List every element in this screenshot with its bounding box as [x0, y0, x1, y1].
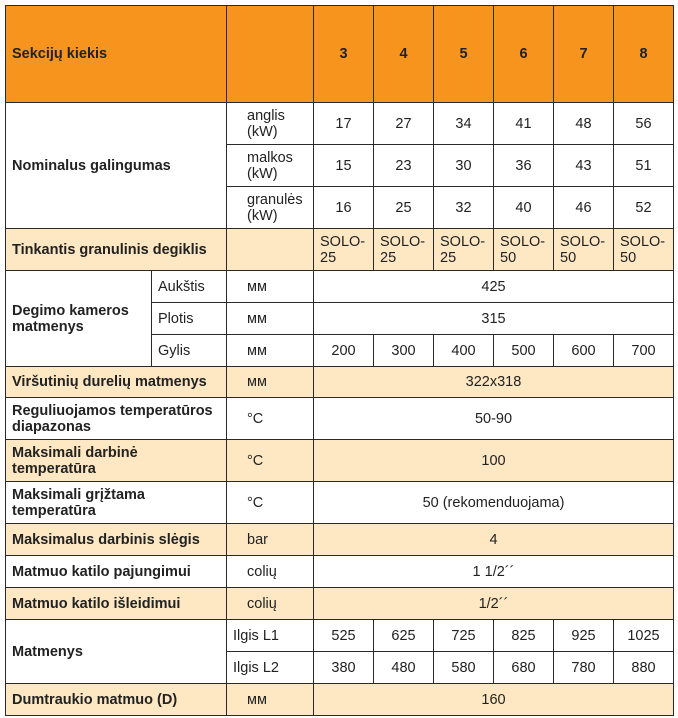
- dimensions-l1-row: [6, 620, 674, 652]
- row-label: Viršutinių durelių matmenys: [6, 367, 227, 398]
- section-count-5: 5: [434, 6, 494, 103]
- unit-cell: °C: [227, 482, 314, 524]
- value-cell: SOLO-25: [434, 229, 494, 271]
- value-cell: 400: [434, 335, 494, 367]
- value-cell: 40: [494, 187, 554, 229]
- value-cell: 27: [374, 103, 434, 145]
- nominal-row-coal: [6, 103, 674, 145]
- section-count-6: 6: [494, 6, 554, 103]
- value-cell: 380: [314, 652, 374, 684]
- boiler-spec-table: [5, 5, 674, 716]
- fuel-label: malkos (kW): [227, 145, 314, 187]
- unit-cell: мм: [227, 303, 314, 335]
- value-cell: 200: [314, 335, 374, 367]
- door-row: [6, 367, 674, 398]
- connect-row: [6, 556, 674, 588]
- value-cell: 50 (rekomenduojama): [314, 482, 674, 524]
- value-cell: 625: [374, 620, 434, 652]
- value-cell: 680: [494, 652, 554, 684]
- row-label: Matmuo katilo išleidimui: [6, 588, 227, 620]
- value-cell: 4: [314, 524, 674, 556]
- burner-label: Tinkantis granulinis degiklis: [6, 229, 227, 271]
- value-cell: 17: [314, 103, 374, 145]
- chimney-row: [6, 684, 674, 716]
- value-cell: 50-90: [314, 398, 674, 440]
- max-temp-row: [6, 440, 674, 482]
- value-cell: 500: [494, 335, 554, 367]
- value-cell: 15: [314, 145, 374, 187]
- value-cell: 780: [554, 652, 614, 684]
- row-label: Matmuo katilo pajungimui: [6, 556, 227, 588]
- pressure-row: [6, 524, 674, 556]
- value-cell: 700: [614, 335, 674, 367]
- value-cell: SOLO-25: [374, 229, 434, 271]
- sub-label: Ilgis L2: [227, 652, 314, 684]
- value-cell: 46: [554, 187, 614, 229]
- outlet-row: [6, 588, 674, 620]
- value-cell: 160: [314, 684, 674, 716]
- value-cell: 425: [314, 271, 674, 303]
- unit-cell: мм: [227, 684, 314, 716]
- sub-label: Gylis: [152, 335, 227, 367]
- value-cell: 480: [374, 652, 434, 684]
- row-label: Maksimali grįžtama temperatūra: [6, 482, 227, 524]
- chamber-height-row: [6, 271, 674, 303]
- header-unit-cell: [227, 6, 314, 103]
- row-label: Maksimalus darbinis slėgis: [6, 524, 227, 556]
- value-cell: 43: [554, 145, 614, 187]
- section-count-4: 4: [374, 6, 434, 103]
- value-cell: SOLO-50: [494, 229, 554, 271]
- value-cell: 1 1/2´´: [314, 556, 674, 588]
- row-label: Maksimali darbinė temperatūra: [6, 440, 227, 482]
- value-cell: SOLO-50: [614, 229, 674, 271]
- value-cell: SOLO-50: [554, 229, 614, 271]
- value-cell: 525: [314, 620, 374, 652]
- row-label: Reguliuojamos temperatūros diapazonas: [6, 398, 227, 440]
- value-cell: 25: [374, 187, 434, 229]
- section-count-7: 7: [554, 6, 614, 103]
- value-cell: 32: [434, 187, 494, 229]
- fuel-label: anglis (kW): [227, 103, 314, 145]
- header-label: Sekcijų kiekis: [6, 6, 227, 103]
- value-cell: 34: [434, 103, 494, 145]
- value-cell: 56: [614, 103, 674, 145]
- value-cell: 41: [494, 103, 554, 145]
- section-count-8: 8: [614, 6, 674, 103]
- value-cell: 48: [554, 103, 614, 145]
- value-cell: 36: [494, 145, 554, 187]
- unit-cell: мм: [227, 271, 314, 303]
- unit-cell: °C: [227, 440, 314, 482]
- value-cell: 315: [314, 303, 674, 335]
- burner-row: [6, 229, 674, 271]
- fuel-label: granulės (kW): [227, 187, 314, 229]
- value-cell: 600: [554, 335, 614, 367]
- row-label: Dumtraukio matmuo (D): [6, 684, 227, 716]
- unit-cell: мм: [227, 335, 314, 367]
- sub-label: Aukštis: [152, 271, 227, 303]
- value-cell: 1/2´´: [314, 588, 674, 620]
- dimensions-label: Matmenys: [6, 620, 227, 684]
- value-cell: 880: [614, 652, 674, 684]
- value-cell: 100: [314, 440, 674, 482]
- value-cell: 23: [374, 145, 434, 187]
- sub-label: Plotis: [152, 303, 227, 335]
- value-cell: 725: [434, 620, 494, 652]
- unit-cell: °C: [227, 398, 314, 440]
- value-cell: 300: [374, 335, 434, 367]
- value-cell: 52: [614, 187, 674, 229]
- sub-label: Ilgis L1: [227, 620, 314, 652]
- return-temp-row: [6, 482, 674, 524]
- value-cell: 51: [614, 145, 674, 187]
- value-cell: 16: [314, 187, 374, 229]
- unit-cell: мм: [227, 367, 314, 398]
- value-cell: 322x318: [314, 367, 674, 398]
- header-row: [6, 6, 674, 103]
- unit-cell: colių: [227, 588, 314, 620]
- value-cell: 925: [554, 620, 614, 652]
- value-cell: SOLO-25: [314, 229, 374, 271]
- chamber-label: Degimo kameros matmenys: [6, 271, 152, 367]
- unit-cell: [227, 229, 314, 271]
- value-cell: 1025: [614, 620, 674, 652]
- unit-cell: bar: [227, 524, 314, 556]
- section-count-3: 3: [314, 6, 374, 103]
- value-cell: 825: [494, 620, 554, 652]
- unit-cell: colių: [227, 556, 314, 588]
- temp-range-row: [6, 398, 674, 440]
- value-cell: 30: [434, 145, 494, 187]
- value-cell: 580: [434, 652, 494, 684]
- nominal-label: Nominalus galingumas: [6, 103, 227, 229]
